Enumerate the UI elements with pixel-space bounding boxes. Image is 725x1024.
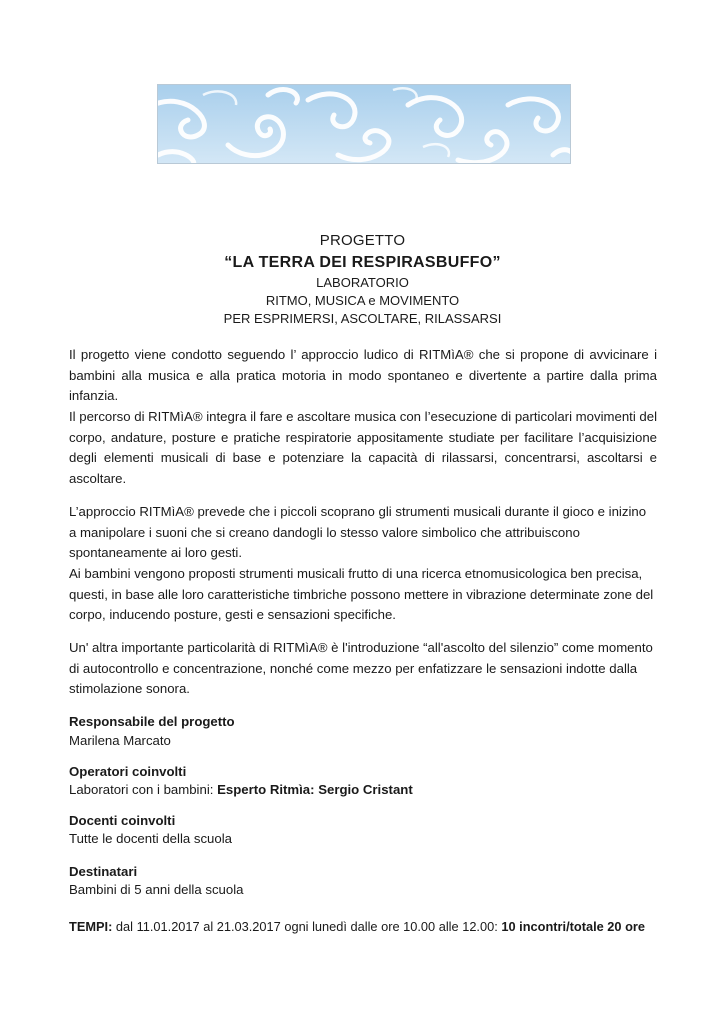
paragraph-silenzio: Un' altra importante particolarità di RITMìA® è l'introduzione “all'ascolto del silenzio” come momento di autocontrollo e concentrazione, nonché come mezzo per enfatizzare le sensazioni indotte dalla stimolazione sonora. xyxy=(69,640,653,696)
paragraph-approccio: L’approccio RITMìA® prevede che i piccoli scoprano gli strumenti musicali durante il gioco e inizino a manipolare i suoni che si creano dandogli lo stesso valore simbolico che attribuiscono spontaneamente ai loro gesti. xyxy=(69,504,647,560)
docenti-label: Docenti coinvolti xyxy=(69,813,176,828)
operatori-prefix: Laboratori con i bambini: xyxy=(69,782,218,797)
tempi-separator: : xyxy=(494,919,502,934)
destinatari-label: Destinatari xyxy=(69,864,138,879)
operatori-value: Esperto Ritmìa: Sergio Cristant xyxy=(217,782,413,797)
project-title: “LA TERRA DEI RESPIRASBUFFO” xyxy=(224,254,501,271)
tempi-label: TEMPI: xyxy=(69,919,113,934)
docenti-value: Tutte le docenti della scuola xyxy=(69,831,232,846)
responsabile-value: Marilena Marcato xyxy=(69,733,171,748)
destinatari-value: Bambini di 5 anni della scuola xyxy=(69,882,244,897)
lab-label: LABORATORIO xyxy=(316,275,409,290)
tempi-line xyxy=(69,917,645,937)
project-subtitle: RITMO, MUSICA e MOVIMENTO xyxy=(265,293,460,308)
banner-swirls-graphic xyxy=(158,85,570,163)
operatori-label: Operatori coinvolti xyxy=(69,764,187,779)
paragraph-intro: Il progetto viene condotto seguendo l’ approccio ludico di RITMìA® che si propone di avvicinare i bambini alla musica e alla pratica motoria in modo spontaneo e divertente a partire dalla prima infanzia. xyxy=(69,347,657,403)
paragraph-strumenti: Ai bambini vengono proposti strumenti musicali frutto di una ricerca etnomusicologica ben precisa, questi, in base alle loro caratteristiche timbriche possono mettere in vibrazione determinate zone del corpo, inducendo posture, gesti e sensazioni specifiche. xyxy=(69,566,654,622)
responsabile-label: Responsabile del progetto xyxy=(69,714,235,729)
project-subtitle-2: PER ESPRIMERSI, ASCOLTARE, RILASSARSI xyxy=(223,311,502,326)
paragraph-percorso: Il percorso di RITMìA® integra il fare e ascoltare musica con l’esecuzione di particolari movimenti del corpo, andature, posture e pratiche respiratorie appositamente studiate per facilitare l’acquisizione degli elementi musicali di base e potenziare la capacità di rilassarsi, concentrarsi, ascoltarsi e ascoltare. xyxy=(69,409,658,486)
tempi-value: dal 11.01.2017 al 21.03.2017 ogni lunedì dalle ore 10.00 alle 12.00 xyxy=(112,919,495,934)
operatori-line xyxy=(69,780,413,800)
tempi-summary: 10 incontri/totale 20 ore xyxy=(501,919,646,934)
header-banner-image xyxy=(157,84,571,164)
project-label: PROGETTO xyxy=(319,232,406,249)
